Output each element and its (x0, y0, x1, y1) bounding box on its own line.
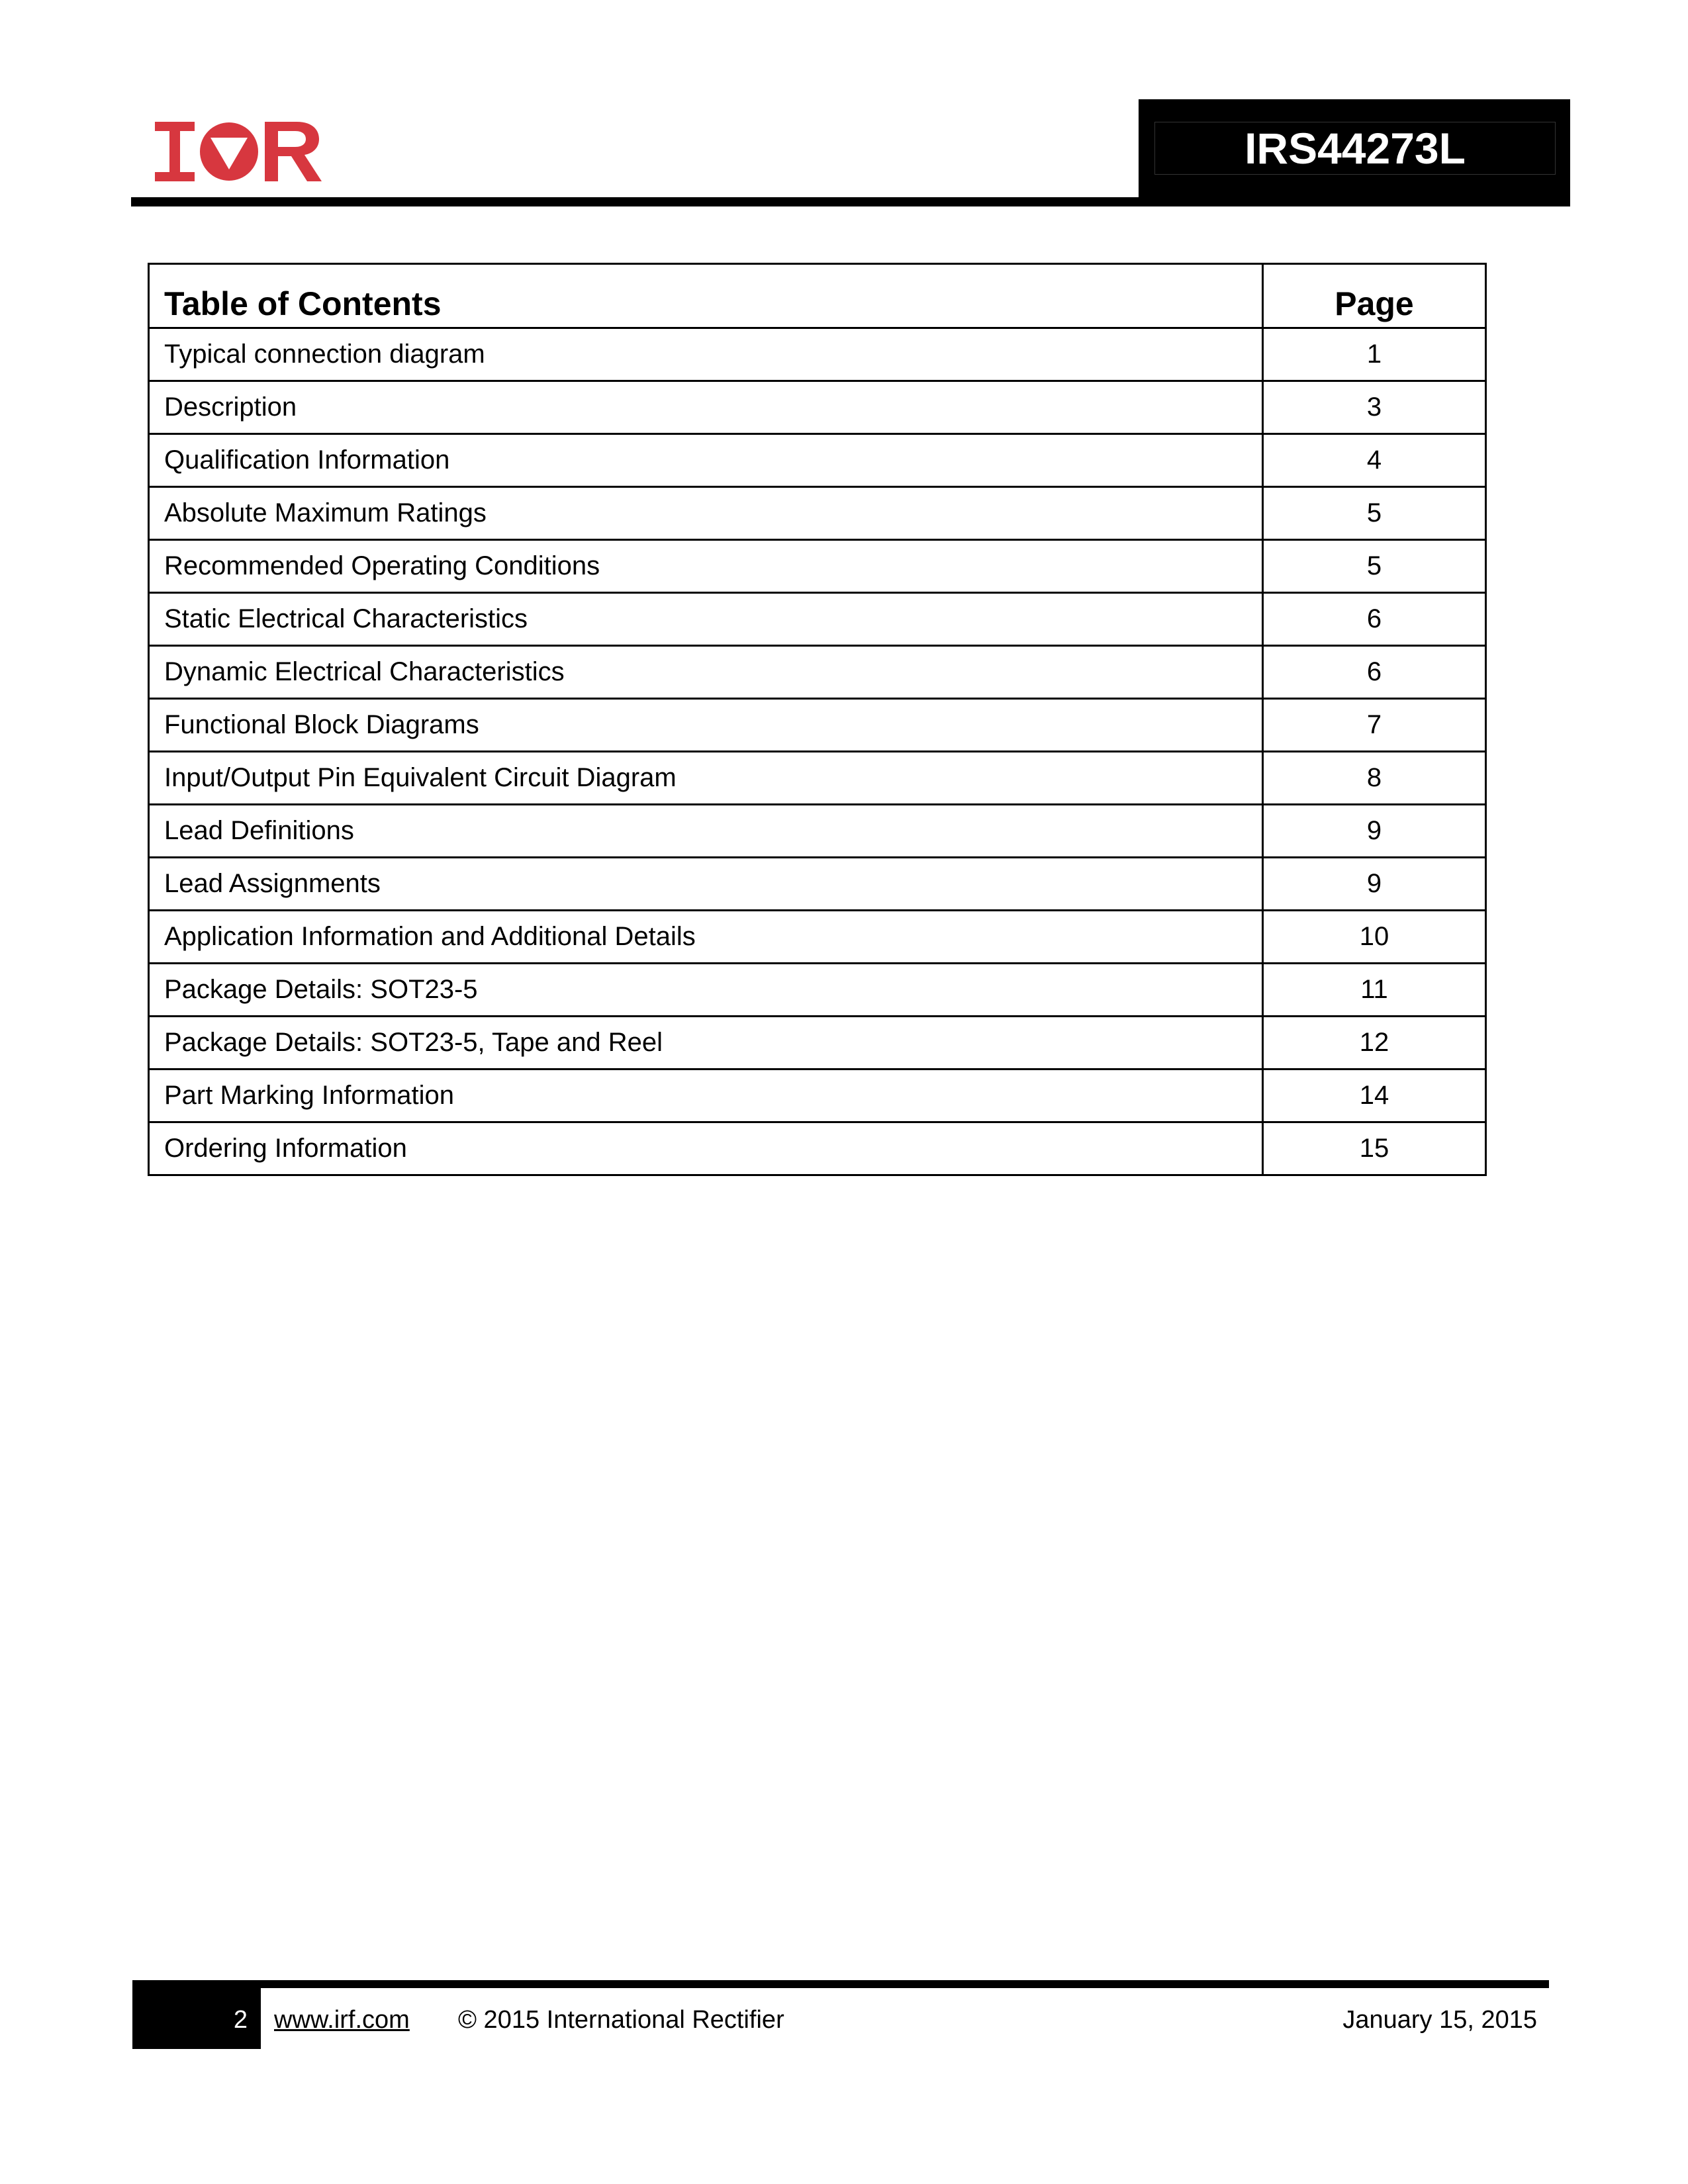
toc-entry-page: 6 (1263, 646, 1486, 699)
toc-entry-title: Qualification Information (149, 434, 1263, 487)
toc-row[interactable] (149, 805, 1486, 858)
footer-website-link[interactable]: www.irf.com (274, 2006, 410, 2034)
toc-entry-page: 9 (1263, 805, 1486, 858)
toc-entry-title: Application Information and Additional Details (149, 911, 1263, 964)
toc-row[interactable] (149, 487, 1486, 540)
toc-row[interactable] (149, 434, 1486, 487)
footer-rule (132, 1980, 1549, 1988)
toc-row[interactable] (149, 646, 1486, 699)
toc-entry-page: 7 (1263, 699, 1486, 752)
toc-entry-title: Input/Output Pin Equivalent Circuit Diagram (149, 752, 1263, 805)
toc-entry-page: 6 (1263, 593, 1486, 646)
footer-date: January 15, 2015 (1342, 2006, 1537, 2034)
toc-row[interactable] (149, 752, 1486, 805)
toc-entry-title: Typical connection diagram (149, 328, 1263, 381)
toc-entry-title: Ordering Information (149, 1122, 1263, 1175)
toc-row[interactable] (149, 540, 1486, 593)
ior-logo (155, 122, 322, 181)
part-number-box (1139, 99, 1570, 206)
toc-entry-title: Lead Assignments (149, 858, 1263, 911)
toc-entry-title: Functional Block Diagrams (149, 699, 1263, 752)
toc-row[interactable] (149, 1017, 1486, 1069)
toc-row[interactable] (149, 964, 1486, 1017)
toc-row[interactable] (149, 328, 1486, 381)
toc-entry-title: Absolute Maximum Ratings (149, 487, 1263, 540)
toc-entry-title: Lead Definitions (149, 805, 1263, 858)
toc-entry-page: 10 (1263, 911, 1486, 964)
toc-row[interactable] (149, 1069, 1486, 1122)
toc-entry-page: 11 (1263, 964, 1486, 1017)
toc-row[interactable] (149, 1122, 1486, 1175)
toc-entry-title: Part Marking Information (149, 1069, 1263, 1122)
toc-entry-title: Recommended Operating Conditions (149, 540, 1263, 593)
ior-logo-graphic (155, 122, 322, 181)
toc-entry-page: 15 (1263, 1122, 1486, 1175)
toc-entry-page: 12 (1263, 1017, 1486, 1069)
toc-body (149, 328, 1486, 1175)
toc-page-header: Page (1263, 264, 1486, 328)
toc-entry-page: 5 (1263, 487, 1486, 540)
toc-entry-page: 1 (1263, 328, 1486, 381)
toc-row[interactable] (149, 381, 1486, 434)
toc-header-row (149, 264, 1486, 328)
part-number: IRS44273L (1154, 122, 1556, 175)
footer-page-number: 2 (233, 2006, 248, 2034)
toc-entry-title: Package Details: SOT23-5, Tape and Reel (149, 1017, 1263, 1069)
toc-entry-page: 8 (1263, 752, 1486, 805)
toc-entry-title: Description (149, 381, 1263, 434)
toc-entry-page: 4 (1263, 434, 1486, 487)
toc-entry-page: 3 (1263, 381, 1486, 434)
toc-entry-title: Package Details: SOT23-5 (149, 964, 1263, 1017)
toc-entry-page: 9 (1263, 858, 1486, 911)
toc-row[interactable] (149, 911, 1486, 964)
toc-table (148, 263, 1487, 1176)
toc-entry-title: Dynamic Electrical Characteristics (149, 646, 1263, 699)
toc-entry-page: 5 (1263, 540, 1486, 593)
toc-title: Table of Contents (149, 264, 1263, 328)
toc-row[interactable] (149, 858, 1486, 911)
toc-entry-page: 14 (1263, 1069, 1486, 1122)
footer-copyright: © 2015 International Rectifier (458, 2006, 784, 2034)
toc-entry-title: Static Electrical Characteristics (149, 593, 1263, 646)
toc-row[interactable] (149, 699, 1486, 752)
toc-row[interactable] (149, 593, 1486, 646)
